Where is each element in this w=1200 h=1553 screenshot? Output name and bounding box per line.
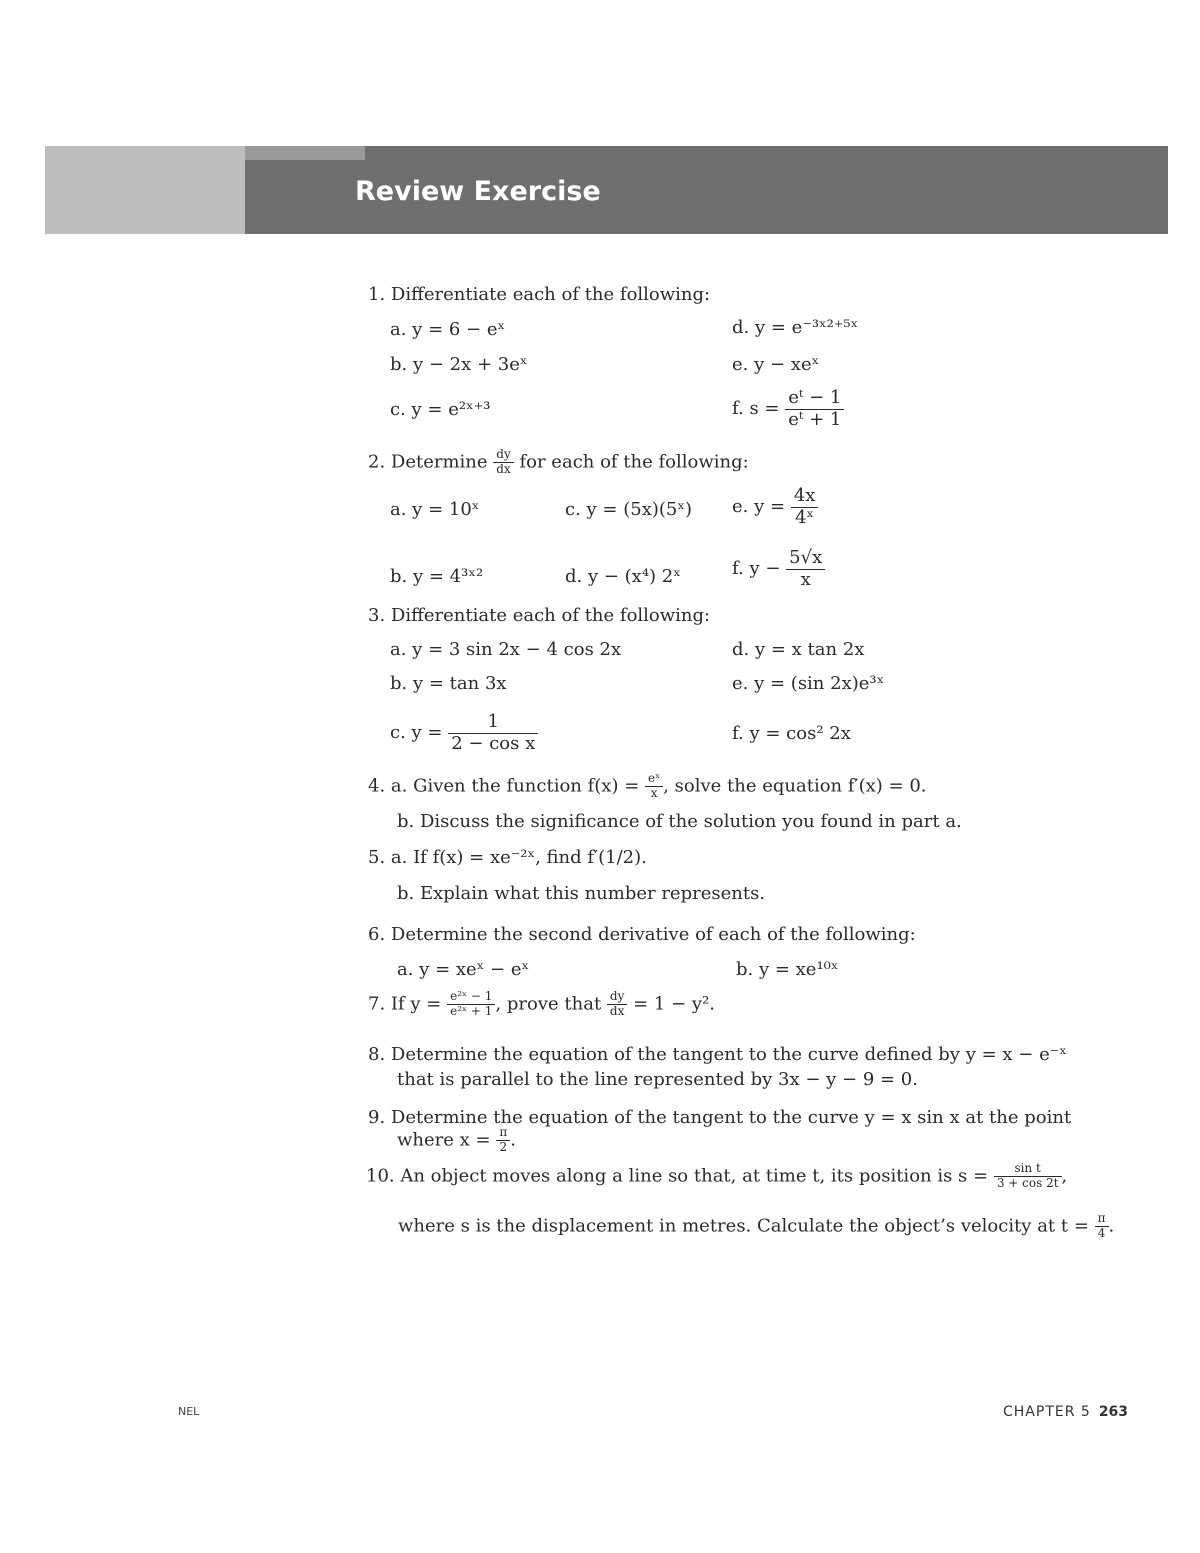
q1-stem: 1. Differentiate each of the following: <box>368 284 711 305</box>
q10-end: , <box>1061 1165 1068 1187</box>
q6-a: a. y = xeˣ − eˣ <box>397 959 530 980</box>
q2-d: d. y − (x⁴) 2ˣ <box>565 566 681 587</box>
q10-line2 <box>398 1212 1114 1241</box>
q1-d: d. y = e⁻³ˣ²⁺⁵ˣ <box>732 317 859 338</box>
q10-line2-end: . <box>1108 1215 1115 1237</box>
q2-stem <box>368 448 749 477</box>
q3-e: e. y = (sin 2x)e³ˣ <box>732 673 885 694</box>
q1-b: b. y − 2x + 3eˣ <box>390 354 528 375</box>
q5-a: 5. a. If f(x) = xe⁻²ˣ, find f′(1/2). <box>368 847 647 868</box>
q7 <box>368 990 715 1019</box>
q10-line1 <box>366 1162 1067 1191</box>
q3-c-prefix: c. y = <box>390 722 443 744</box>
q3-c-numerator: 1 <box>487 711 499 732</box>
q1-f-numerator: eᵗ − 1 <box>788 387 842 408</box>
q9-denominator: 2 <box>496 1140 510 1155</box>
page-footer <box>1003 1404 1128 1420</box>
q3-c <box>390 712 538 754</box>
q7-dy: dy <box>609 989 625 1003</box>
q9-line2 <box>397 1126 516 1155</box>
q7-start: 7. If y = <box>368 993 442 1015</box>
q3-d: d. y = x tan 2x <box>732 639 865 660</box>
q1-e: e. y − xeˣ <box>732 354 820 375</box>
q4-a-start: 4. a. Given the function f(x) = <box>368 775 640 797</box>
q7-dydx-fraction <box>607 990 627 1019</box>
q4-a-end: , solve the equation f′(x) = 0. <box>663 775 927 797</box>
q2-e <box>732 486 818 528</box>
q2-c: c. y = (5x)(5ˣ) <box>565 499 692 520</box>
q1-a: a. y = 6 − eˣ <box>390 319 506 340</box>
q9-numerator: π <box>499 1125 508 1139</box>
q6-stem: 6. Determine the second derivative of each of the following: <box>368 924 916 945</box>
page-number: 263 <box>1098 1404 1129 1420</box>
banner-left-block <box>45 146 245 234</box>
q1-f-fraction <box>785 388 844 430</box>
q2-dydx-fraction <box>493 448 513 477</box>
q2-f-prefix: f. y − <box>732 558 781 580</box>
q3-f: f. y = cos² 2x <box>732 723 851 744</box>
q2-f-denominator: x <box>786 569 825 591</box>
q5-b: b. Explain what this number represents. <box>397 883 766 904</box>
q10-start: 10. An object moves along a line so that, at time t, its position is s = <box>366 1165 989 1187</box>
q9-fraction <box>496 1126 510 1155</box>
q2-e-numerator: 4x <box>793 485 816 506</box>
q10-t-denominator: 4 <box>1095 1226 1109 1241</box>
page-title: Review Exercise <box>355 176 601 207</box>
q10-numerator: sin t <box>1014 1161 1041 1175</box>
q2-e-prefix: e. y = <box>732 496 786 518</box>
q3-stem: 3. Differentiate each of the following: <box>368 605 711 626</box>
q9-line1: 9. Determine the equation of the tangent to the curve y = x sin x at the point <box>368 1107 1072 1128</box>
q1-f-prefix: f. s = <box>732 398 780 420</box>
q2-stem-start: 2. Determine <box>368 451 488 473</box>
q8-line2: that is parallel to the line represented by 3x − y − 9 = 0. <box>397 1069 918 1090</box>
q2-dx: dx <box>493 462 513 477</box>
q2-e-fraction <box>791 486 819 528</box>
q3-a: a. y = 3 sin 2x − 4 cos 2x <box>390 639 622 660</box>
banner-tab <box>245 146 365 160</box>
q1-f-denominator: eᵗ + 1 <box>785 409 844 431</box>
q10-t-numerator: π <box>1097 1211 1106 1225</box>
q7-dx: dx <box>607 1004 627 1019</box>
q10-fraction <box>994 1162 1062 1191</box>
q7-denominator: e²ˣ + 1 <box>447 1004 495 1019</box>
q3-c-denominator: 2 − cos x <box>448 733 538 755</box>
q3-b: b. y = tan 3x <box>390 673 507 694</box>
q4-a-fraction <box>645 772 663 801</box>
q7-fraction <box>447 990 495 1019</box>
q10-line2-start: where s is the displacement in metres. Calculate the object’s velocity at t = <box>398 1215 1089 1237</box>
q2-stem-end: for each of the following: <box>519 451 749 473</box>
q4-a-numerator: eˣ <box>648 771 661 785</box>
q10-denominator: 3 + cos 2t <box>994 1176 1062 1191</box>
q8-line1: 8. Determine the equation of the tangent to the curve defined by y = x − e⁻ˣ <box>368 1044 1067 1065</box>
q7-numerator: e²ˣ − 1 <box>450 989 493 1003</box>
q4-b: b. Discuss the significance of the solution you found in part a. <box>397 811 962 832</box>
publisher-mark: NEL <box>178 1405 200 1418</box>
q4-a <box>368 772 927 801</box>
q1-c: c. y = e²ˣ⁺³ <box>390 399 491 420</box>
header-banner <box>45 146 1168 234</box>
q9-line2-start: where x = <box>397 1129 491 1151</box>
q7-middle: , prove that <box>495 993 602 1015</box>
chapter-label: CHAPTER 5 <box>1003 1404 1091 1420</box>
q9-line2-end: . <box>510 1129 516 1151</box>
q4-a-denominator: x <box>645 786 663 801</box>
q1-f <box>732 388 844 430</box>
q10-t-fraction <box>1095 1212 1109 1241</box>
q2-e-denominator: 4ˣ <box>791 507 819 529</box>
q7-end: = 1 − y². <box>633 993 716 1015</box>
q2-f <box>732 548 825 590</box>
q2-a: a. y = 10ˣ <box>390 499 480 520</box>
q2-b: b. y = 4³ˣ² <box>390 566 484 587</box>
q6-b: b. y = xe¹⁰ˣ <box>736 959 839 980</box>
q2-dy: dy <box>496 447 511 461</box>
q3-c-fraction <box>448 712 538 754</box>
q2-f-fraction <box>786 548 825 590</box>
q2-f-numerator: 5√x <box>789 547 823 568</box>
